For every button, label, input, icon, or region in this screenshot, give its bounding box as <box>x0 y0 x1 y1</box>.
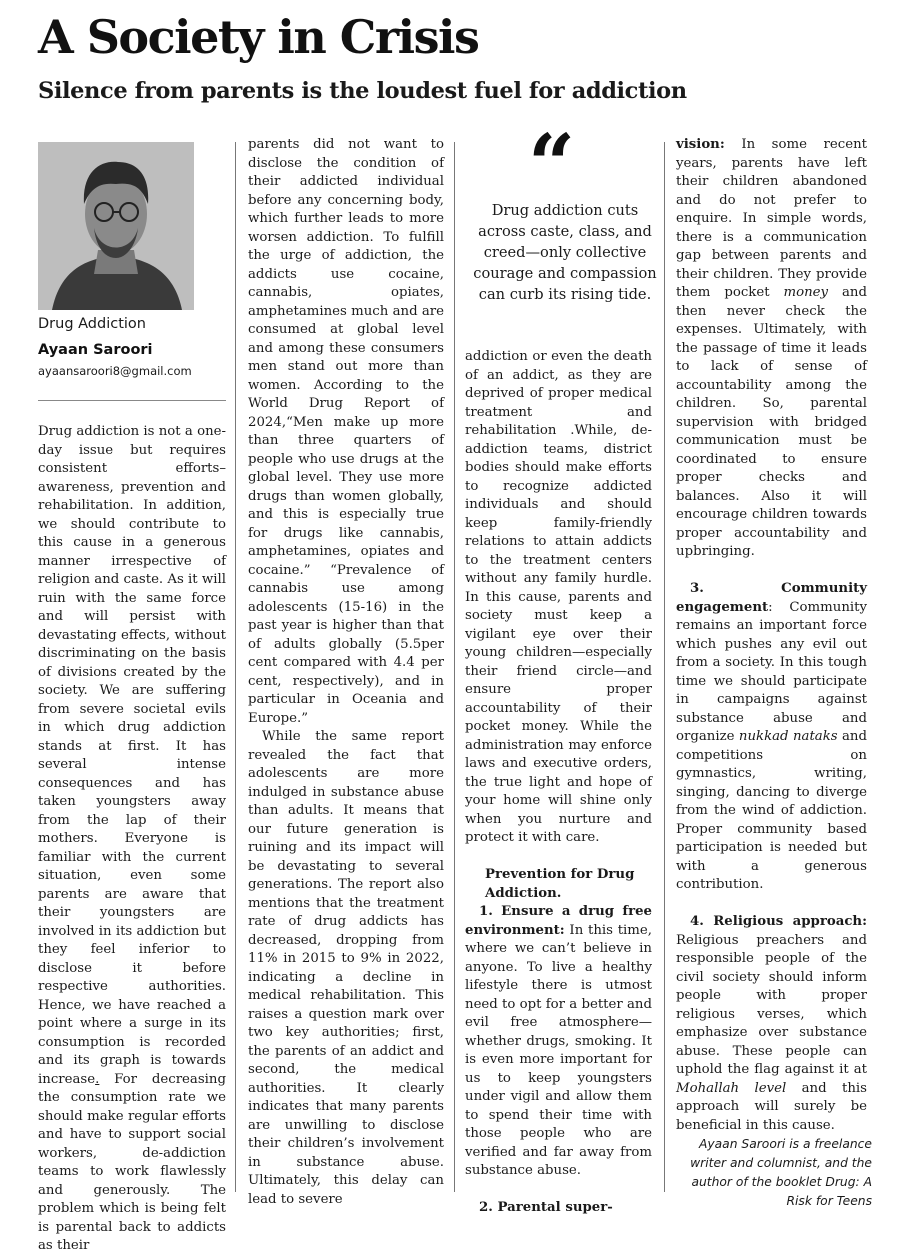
column-rule-2 <box>454 142 455 1192</box>
pull-quote: Drug addiction cuts across caste, class, and creed—only collective courage and compassion can curb its rising tide. <box>473 202 657 303</box>
column-rule-3 <box>664 142 665 1192</box>
item3-italic: nukkad nataks <box>738 729 838 744</box>
col1-text: Drug addiction is not a one-day issue but requires consistent efforts–awareness, prevention and rehabilitation. In addition, we should contribute to this cause in a generous manner irrespective of religion and caste. As it will ruin with the same force and will persist with devastating effects, without discriminating on the basis of divisions created by the society. We are suffering from severe societal evils in which drug addiction stands at first. It has several intense consequences and has taken youngsters away from the lap of their mothers. Everyone is familiar with the current situation, even some parents are aware that their youngsters are involved in its addiction but they feel inferior to disclose it before respective authorities. Hence, we have reached a point where a surge in its consumption is recorded and its graph is towards increase <box>38 424 227 1087</box>
prevention-item-4 <box>676 913 867 1135</box>
col3-paragraph-1: addiction or even the death of an addict, as they are deprived of proper medical treatment and rehabilitation .While, de-addiction teams, district bodies should make efforts to recognize addicted individuals and should keep family-friendly relations to attain addicts to the treatment centers without any family hurdle. In this cause, parents and society must keep a vigilant eye over their young children—especially their friend circle—and ensure proper accountability of their pocket money. While the administration may enforce laws and executive orders, the true light and hope of your home will shine only when you nurture and protect it with care. <box>465 349 652 845</box>
headline: A Society in Crisis <box>38 10 479 64</box>
prevention-item-2-cont <box>676 136 867 562</box>
col2-paragraph-1: parents did not want to disclose the condition of their addicted individual before any concerning body, which further leads to more worsen addiction. To fulfill the urge of addiction, the addicts use cocaine, cannabis, opiates, amphetamines much and are consumed at global level and among these consumers men stand out more than women. According to the World Drug Report of 2024,“Men make up more than three quarters of people who use drugs at the global level. They use more drugs than women globally, and this is especially true for drugs like cannabis, amphetamines, opiates and cocaine.” “Prevalence of cannabis use among adolescents (15-16) in the past year is higher than that of adults globally (5.5per cent compared with 4.4 per cent, respectively), and in particular in Oceania and Europe.” <box>248 137 444 726</box>
byline-author: Ayaan Saroori <box>38 342 153 358</box>
item1-title: 1. Ensure a drug free environment: <box>465 904 652 938</box>
prevention-item-1 <box>465 903 652 1181</box>
item2-title-cont: vision: <box>676 137 725 152</box>
item1-text: In this time, where we can’t believe in anyone. To live a healthy lifestyle there is utmost need to opt for a better and evil free atmosphere—whether drugs, smoking. It is even more important for us to keep youngsters under vigil and allow them to spend their time with those people who are verified and far away from substance abuse. <box>465 922 652 1178</box>
item4-text-a: Religious preachers and responsible people of the civil society should inform people with proper religious verses, which emphasize over substance abuse. These people can uphold the flag against it at <box>676 932 867 1077</box>
byline-email: ayaansaroori8@gmail.com <box>38 364 192 378</box>
item3-text-b: and competitions on gymnastics, writing, singing, dancing to diverge from the wind of addiction. Proper community based participation is needed but with a generous contribution. <box>676 729 868 892</box>
col1-paragraph <box>38 423 226 1256</box>
item4-title: 4. Religious approach: <box>690 914 867 929</box>
author-bio: Ayaan Saroori is a freelance writer and columnist, and the author of the booklet Drug: A Risk for Teens <box>690 1137 872 1208</box>
column-3 <box>465 348 652 1215</box>
item3-title: 3. Community engagement <box>676 581 867 615</box>
col1-underlined-period: . <box>95 1071 100 1087</box>
item2-text-b: and then never check the expenses. Ultimately, with the passage of time it leads to lack of sense of accountability among the children. So, parental supervision with bridged communication must be coordinated to ensure proper checks and balances. Also it will encourage children towards proper accountability and upbringing. <box>676 285 868 559</box>
item2-money: money <box>783 285 829 300</box>
prevention-item-2-start <box>465 1199 652 1218</box>
quote-mark-icon: “ <box>528 117 576 213</box>
item4-italic: Mohallah level <box>676 1080 787 1096</box>
col1-text-end: For decreasing the consumption rate we should make regular efforts and have to support social workers, de-addiction teams to work flawlessly and generously. The problem which is being felt is parental back to addicts as their <box>38 1071 226 1253</box>
column-2 <box>248 136 444 1207</box>
col2-paragraph-2: While the same report revealed the fact that adolescents are more indulged in substance abuse than adults. It means that our future generation is ruining and its impact will be devastating to several generations. The report also mentions that the treatment rate of drug addicts has decreased, dropping from 11% in 2015 to 9% in 2022, indicating a decline in medical rehabilitation. This raises a question mark over two key authorities; first, the parents of an addict and second, the medical authorities. It clearly indicates that many parents are unwilling to disclose their children’s involvement in substance abuse. Ultimately, this delay can lead to severe <box>248 729 444 1207</box>
byline-divider <box>38 400 226 401</box>
column-rule-1 <box>235 142 236 1192</box>
item4-text-b: and this approach will surely be beneficial in this cause. <box>676 1080 867 1133</box>
subheadline: Silence from parents is the loudest fuel for addiction <box>38 78 687 104</box>
prevention-heading: Prevention for Drug Addiction. <box>485 867 635 901</box>
column-4 <box>676 136 868 1133</box>
item2-text-a: In some recent years, parents have left their children abandoned and do not prefer to enquire. In simple words, there is a communication gap between parents and their children. They provide them pocket <box>676 137 867 300</box>
item3-text-a: : Community remains an important force which pushes any evil out from a society. In this tough time we should participate in campaigns against substance abuse and organize <box>676 599 867 744</box>
author-photo <box>38 142 194 310</box>
byline-topic: Drug Addiction <box>38 316 146 332</box>
prevention-item-3 <box>676 580 867 895</box>
column-1 <box>38 423 227 1253</box>
item2-title: 2. Parental super- <box>479 1200 613 1215</box>
